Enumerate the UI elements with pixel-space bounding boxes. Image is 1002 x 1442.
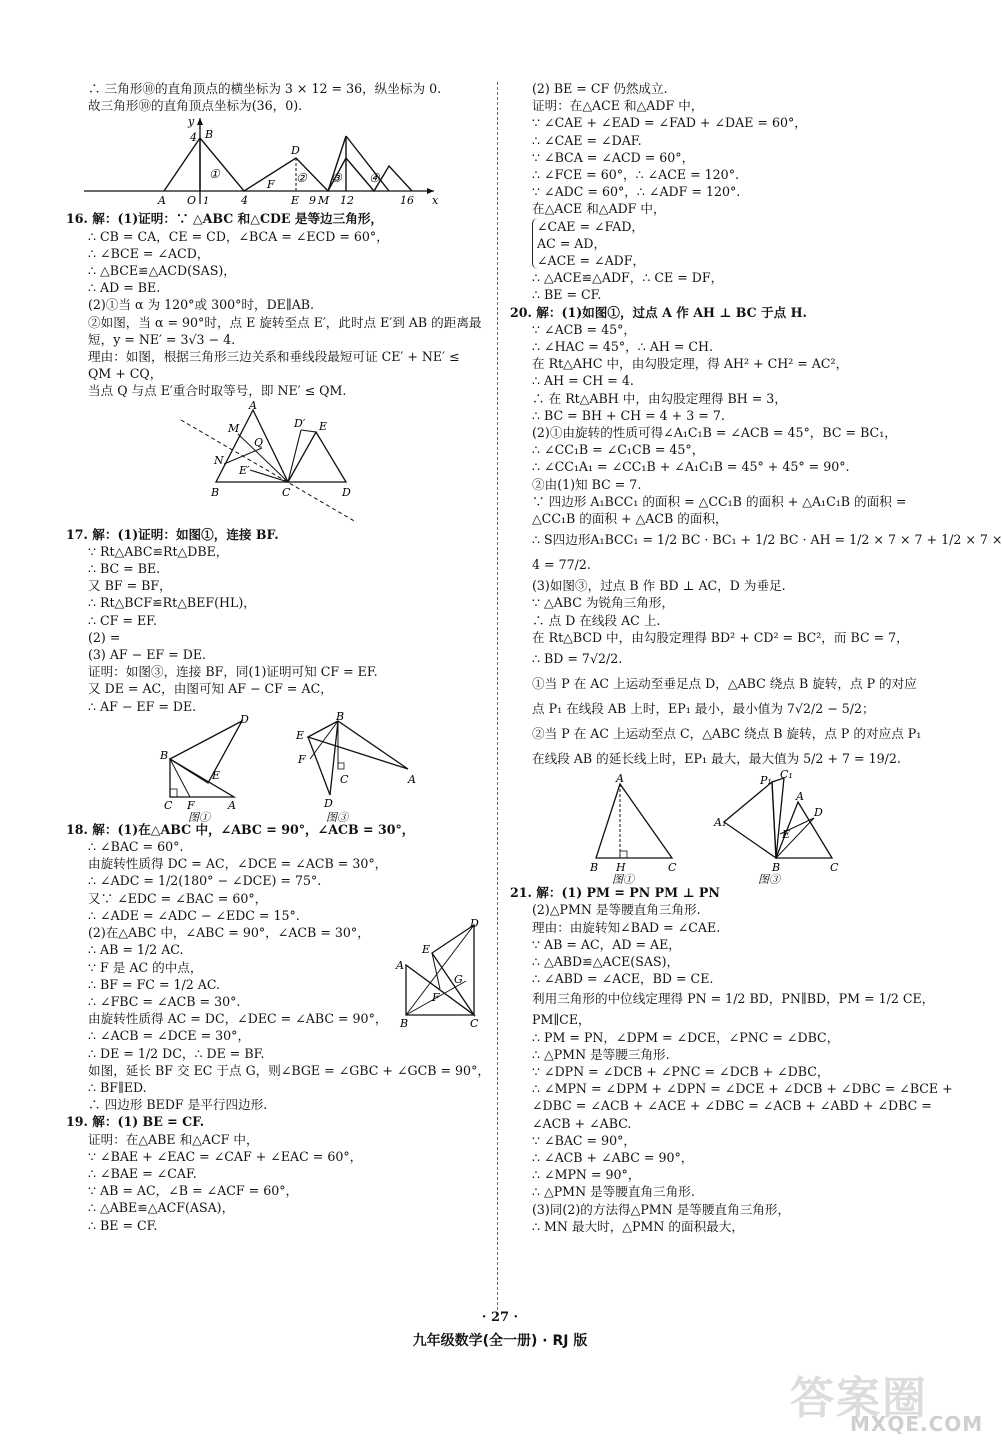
- text-line: 短，y = NE′ = 3√3 − 4.: [88, 331, 236, 347]
- figure-label: C: [340, 772, 349, 786]
- text-line: △CC₁B 的面积 + △ACB 的面积，: [532, 511, 728, 527]
- figure-20-1: [590, 772, 700, 887]
- page-number: · 27 ·: [481, 1310, 519, 1325]
- text-line: ∴ 在 Rt△ABH 中，由勾股定理得 BH = 3，: [532, 390, 787, 406]
- text-line: ∴ ∠CC₁B = ∠C₁CB = 45°，: [532, 442, 705, 458]
- text-line: (3)如图③，过点 B 作 BD ⊥ AC，D 为垂足.: [532, 578, 786, 594]
- figure-label: Q: [254, 435, 264, 449]
- figure-caption: 图①: [188, 810, 210, 824]
- text-line: (3)同(2)的方法得△PMN 是等腰直角三角形，: [532, 1201, 791, 1217]
- text-line: ∠DBC = ∠ACB + ∠ACE + ∠DBC = ∠ACB + ∠ABD + ∠DBC =: [532, 1098, 932, 1114]
- text-line: ∵ ∠DPN = ∠DCB + ∠PNC = ∠DCB + ∠DBC，: [532, 1063, 830, 1079]
- text-line: ∴ ∠ACB = ∠DCE = 30°，: [88, 1028, 251, 1044]
- text-line: ∴ ∠BAE = ∠CAF.: [88, 1165, 197, 1181]
- text-line: 18. 解：(1)在△ABC 中，∠ABC = 90°，∠ACB = 30°，: [66, 821, 415, 837]
- figure-label: E: [422, 943, 431, 957]
- text-line: 由旋转性质得 AC = DC，∠DEC = ∠ABC = 90°，: [88, 1011, 388, 1027]
- figure-label: C: [470, 1017, 479, 1031]
- text-line: ∴ BE = CF.: [532, 287, 602, 303]
- text-line: ∵ AB = AC，∠B = ∠ACF = 60°，: [88, 1183, 299, 1199]
- text-line: ∴ ∠ADE = ∠ADC − ∠EDC = 15°.: [88, 907, 300, 923]
- figure-label: E: [296, 728, 305, 742]
- text-line: 16. 解：(1)证明：∵ △ABC 和△CDE 是等边三角形，: [66, 211, 384, 227]
- text-line: 在 Rt△AHC 中，由勾股定理，得 AH² + CH² = AC²，: [532, 356, 849, 372]
- axis-label: F: [267, 178, 275, 192]
- figure-label: D: [470, 917, 479, 931]
- text-line: ∵ 四边形 A₁BCC₁ 的面积 = △CC₁B 的面积 + △A₁C₁B 的面积 =: [532, 493, 907, 509]
- text-line: ∵ Rt△ABC≌Rt△DBE，: [88, 543, 229, 559]
- equation-brace: [532, 218, 645, 270]
- text-line: ②当 P 在 AC 上运动至点 C，△ABC 绕点 B 旋转，点 P 的对应点 P₁: [532, 726, 922, 742]
- text-line: ∴ CB = CA，CE = CD，∠BCA = ∠ECD = 60°，: [88, 228, 389, 244]
- figure-label: D: [240, 712, 249, 726]
- figure-label: B: [400, 1017, 409, 1031]
- figure-caption: 图③: [326, 810, 348, 824]
- left-column: [66, 80, 490, 1234]
- axis-label: ③: [331, 171, 342, 186]
- text-line: ∴ AH = CH = 4.: [532, 373, 634, 389]
- text-line: (2) BE = CF 仍然成立.: [532, 81, 668, 96]
- figure-16: [176, 398, 436, 524]
- figure-label: N: [214, 453, 224, 467]
- watermark-logo: 答案圈: [790, 1373, 928, 1424]
- text-line: ∵ ∠ACB = 45°，: [532, 321, 637, 337]
- text-line: 4 = 77/2.: [532, 557, 591, 573]
- text-line: ∴ ∠FCE = 60°，∴ ∠ACE = 120°.: [532, 167, 739, 183]
- text-line: (2) =: [88, 629, 121, 645]
- axis-label: 1: [203, 196, 210, 208]
- coordinate-figure: [84, 116, 444, 208]
- figure-label: C: [830, 861, 839, 875]
- text-line: ∴ △ABE≌△ACF(ASA)，: [88, 1200, 235, 1216]
- text-line: 利用三角形的中位线定理得 PN = 1/2 BD，PN∥BD，PM = 1/2 CE，: [532, 991, 935, 1007]
- axis-label: D: [291, 144, 300, 158]
- text-line: 证明：在△ACE 和△ADF 中，: [532, 98, 704, 114]
- axis-label: 9: [309, 194, 316, 208]
- text-line: (2)①当 α 为 120°或 300°时，DE∥AB.: [88, 297, 315, 313]
- text-line: ∴ AF − EF = DE.: [88, 698, 197, 714]
- figure-label: B: [590, 861, 599, 875]
- text-line: ∴ ∠CAE = ∠DAF.: [532, 132, 642, 148]
- text-line: ∴ AB = 1/2 AC.: [88, 942, 184, 958]
- text-line: ∵ △ABC 为锐角三角形，: [532, 595, 675, 611]
- text-line: (3) AF − EF = DE.: [88, 647, 207, 663]
- text-line: ∴ ∠HAC = 45°，∴ AH = CH.: [532, 339, 714, 355]
- text-line: ∴ BF∥ED.: [88, 1079, 147, 1095]
- text-line: ∴ S四边形A₁BCC₁ = 1/2 BC · BC₁ + 1/2 BC · AH = 1/2 × 7 × 7 + 1/2 × 7 ×: [532, 532, 1002, 548]
- figure-label: C: [282, 485, 291, 499]
- text-line: 21. 解：(1) PM = PN PM ⊥ PN: [510, 885, 720, 901]
- text-line: 17. 解：(1)证明：如图①，连接 BF.: [66, 526, 279, 542]
- text-line: (2)在△ABC 中，∠ABC = 90°，∠ACB = 30°，: [88, 925, 370, 941]
- text-line: 又 DE = AC，由图可知 AF − CF = AC，: [88, 681, 333, 697]
- figure-label: E: [319, 419, 328, 433]
- figure-label: A: [616, 772, 624, 786]
- figure-label: B: [336, 709, 345, 723]
- text-line: ∴ DE = 1/2 DC，∴ DE = BF.: [88, 1045, 265, 1061]
- axis-label: 4: [190, 131, 197, 145]
- text-line: ∴ ∠ABD = ∠ACE，BD = CE.: [532, 971, 714, 987]
- figure-label: D: [814, 806, 823, 820]
- figure-label: A: [408, 772, 416, 786]
- right-column: [510, 80, 1002, 1235]
- text-line: ∴ ∠ADC = 1/2(180° − ∠DCE) = 75°.: [88, 873, 322, 889]
- axis-label: 16: [400, 194, 414, 208]
- text-line: ∴ 三角形⑩的直角顶点的横坐标为 3 × 12 = 36，纵坐标为 0.: [88, 81, 442, 96]
- text-line: ∵ ∠BCA = ∠ACD = 60°，: [532, 149, 695, 165]
- figure-label: F: [432, 991, 440, 1005]
- text-line: ∴ 四边形 BEDF 是平行四边形.: [88, 1097, 268, 1113]
- text-line: ∵ ∠BAE + ∠EAC = ∠CAF + ∠EAC = 60°，: [88, 1148, 363, 1164]
- text-line: 点 P₁ 在线段 AB 上时，EP₁ 最小，最小值为 7√2/2 − 5/2；: [532, 701, 875, 717]
- text-line: ∴ BE = CF.: [88, 1217, 158, 1233]
- text-line: (2)△PMN 是等腰直角三角形.: [532, 902, 701, 918]
- axis-label: x: [432, 194, 439, 208]
- text-line: ∵ AB = AC，AD = AE，: [532, 936, 681, 952]
- figure-17-1: [160, 712, 270, 824]
- text-line: ∴ △ABD≌△ACE(SAS)，: [532, 953, 680, 969]
- figure-label: E′: [239, 463, 250, 477]
- column-divider: [497, 82, 498, 1310]
- text-line: ∵ ∠CAE + ∠EAD = ∠FAD + ∠DAE = 60°，: [532, 115, 807, 131]
- figure-label: B: [211, 485, 220, 499]
- text-line: 在线段 AB 的延长线上时，EP₁ 最大，最大值为 5/2 + 7 = 19/2.: [532, 751, 901, 767]
- text-line: 理由：由旋转知∠BAD = ∠CAE.: [532, 919, 721, 935]
- text-line: 故三角形⑩的直角顶点坐标为(36，0).: [88, 98, 303, 114]
- text-line: ∴ PM = PN，∠DPM = ∠DCE，∠PNC = ∠DBC，: [532, 1029, 840, 1045]
- figure-label: E: [782, 828, 791, 842]
- figure-label: E: [212, 768, 221, 782]
- figure-label: A: [396, 959, 404, 973]
- figure-label: C: [164, 798, 173, 812]
- axis-label: ④: [369, 171, 380, 186]
- figure-label: C: [668, 861, 677, 875]
- text-line: ∴ Rt△BCF≌Rt△BEF(HL)，: [88, 595, 256, 611]
- axis-label: ②: [296, 171, 307, 186]
- text-line: ∴ AD = BE.: [88, 280, 161, 296]
- axis-label: M: [318, 194, 330, 208]
- text-line: (2)①由旋转的性质可得∠A₁C₁B = ∠ACB = 45°，BC = BC₁，: [532, 425, 897, 441]
- figure-label: B: [160, 748, 169, 762]
- text-line: ∴ △ACE≌△ADF，∴ CE = DF，: [532, 270, 724, 286]
- figure-label: A₁: [714, 816, 727, 830]
- axis-label: O: [187, 194, 197, 208]
- text-line: 在 Rt△BCD 中，由勾股定理得 BD² + CD² = BC²，而 BC = 7，: [532, 629, 909, 645]
- text-line: ∠ACB + ∠ABC.: [532, 1115, 632, 1131]
- axis-label: 12: [340, 194, 354, 208]
- book-title: 九年级数学(全一册) · RJ 版: [412, 1333, 588, 1349]
- figure-label: H: [616, 861, 626, 875]
- text-line: ∴ △PMN 是等腰三角形.: [532, 1046, 670, 1062]
- text-line: 证明：如图③，连接 BF，同(1)证明可知 CF = EF.: [88, 664, 378, 680]
- figure-18: [392, 919, 482, 1029]
- text-line: 又 BF = BF，: [88, 578, 172, 594]
- text-line: ∠CAE = ∠FAD，: [537, 218, 645, 234]
- text-line: 20. 解：(1)如图①，过点 A 作 AH ⊥ BC 于点 H.: [510, 304, 807, 320]
- text-line: ∴ ∠MPN = 90°，: [532, 1167, 641, 1183]
- text-line: 在△ACE 和△ADF 中，: [532, 201, 666, 217]
- axis-label: A: [158, 194, 166, 208]
- text-line: ∴ BD = 7√2/2.: [532, 651, 623, 667]
- text-line: ∴ ∠BAC = 60°.: [88, 839, 184, 855]
- figure-caption: 图③: [758, 873, 780, 887]
- text-line: ∵ ∠ADC = 60°，∴ ∠ADF = 120°.: [532, 184, 741, 200]
- axis-label: 4: [241, 194, 248, 208]
- text-line: ∴ BF = FC = 1/2 AC.: [88, 976, 221, 992]
- text-line: ∴ △PMN 是等腰直角三角形.: [532, 1184, 695, 1200]
- axis-label: E: [291, 194, 300, 208]
- figure-label: C₁: [780, 768, 793, 782]
- figure-17-3: [288, 709, 418, 824]
- figure-label: F: [187, 798, 195, 812]
- figure-label: D′: [294, 416, 306, 430]
- figure-label: A: [249, 398, 257, 412]
- axis-label: B: [205, 128, 214, 142]
- text-line: ∴ ∠BCE = ∠ACD，: [88, 245, 210, 261]
- text-line: 又∵ ∠EDC = ∠BAC = 60°，: [88, 890, 268, 906]
- figure-label: A: [796, 790, 804, 804]
- text-line: 19. 解：(1) BE = CF.: [66, 1114, 205, 1130]
- text-line: 证明：在△ABE 和△ACF 中，: [88, 1131, 259, 1147]
- text-line: ∴ BC = BH + CH = 4 + 3 = 7.: [532, 407, 725, 423]
- text-line: ②由(1)知 BC = 7.: [532, 476, 642, 492]
- text-line: 当点 Q 与点 E′重合时取等号，即 NE′ ≤ QM.: [88, 383, 347, 399]
- text-line: ∴ MN 最大时，△PMN 的面积最大，: [532, 1218, 744, 1234]
- figure-label: B: [772, 861, 781, 875]
- figure-20-3: [714, 768, 854, 887]
- text-line: PM∥CE，: [532, 1012, 591, 1028]
- figure-label: D: [324, 796, 333, 810]
- text-line: 由旋转性质得 DC = AC，∠DCE = ∠ACB = 30°，: [88, 856, 388, 872]
- text-line: ∴ BC = BE.: [88, 561, 161, 577]
- text-line: QM + CQ，: [88, 366, 163, 382]
- figure-label: P₁: [760, 774, 772, 788]
- text-line: ∴ ∠FBC = ∠ACB = 30°.: [88, 993, 241, 1009]
- text-line: ∴ 点 D 在线段 AC 上.: [532, 612, 661, 628]
- figure-label: D: [342, 485, 351, 499]
- text-line: 如图，延长 BF 交 EC 于点 G，则∠BGE = ∠GBC + ∠GCB = 90°，: [88, 1062, 490, 1078]
- figure-caption: 图①: [612, 873, 634, 887]
- text-line: ∴ ∠MPN = ∠DPM + ∠DPN = ∠DCE + ∠DCB + ∠DBC = ∠BCE +: [532, 1081, 953, 1097]
- axis-label: ①: [209, 167, 220, 182]
- figure-label: M: [228, 421, 240, 435]
- text-line: ②如图，当 α = 90°时，点 E 旋转至点 E′，此时点 E′到 AB 的距离最: [88, 314, 482, 330]
- text-line: ∴ ∠CC₁A₁ = ∠CC₁B + ∠A₁C₁B = 45° + 45° = 90°.: [532, 459, 850, 475]
- text-line: ∵ F 是 AC 的中点，: [88, 959, 203, 975]
- text-line: 理由：如图，根据三角形三边关系和垂线段最短可证 CE′ + NE′ ≤: [88, 349, 460, 365]
- text-line: ①当 P 在 AC 上运动至垂足点 D，△ABC 绕点 B 旋转，点 P 的对应: [532, 676, 917, 692]
- text-line: ∴ ∠ACB + ∠ABC = 90°，: [532, 1149, 694, 1165]
- text-line: ∴ △BCE≌△ACD(SAS)，: [88, 263, 236, 279]
- text-line: AC = AD，: [537, 235, 607, 251]
- text-line: ∠ACE = ∠ADF，: [537, 253, 646, 269]
- axis-label: y: [188, 115, 195, 129]
- figure-label: A: [228, 798, 236, 812]
- figure-label: G: [454, 973, 463, 987]
- watermark-url: MXQE.COM: [850, 1412, 984, 1436]
- figure-label: F: [298, 752, 306, 766]
- text-line: ∵ ∠BAC = 90°，: [532, 1132, 637, 1148]
- text-line: ∴ CF = EF.: [88, 612, 157, 628]
